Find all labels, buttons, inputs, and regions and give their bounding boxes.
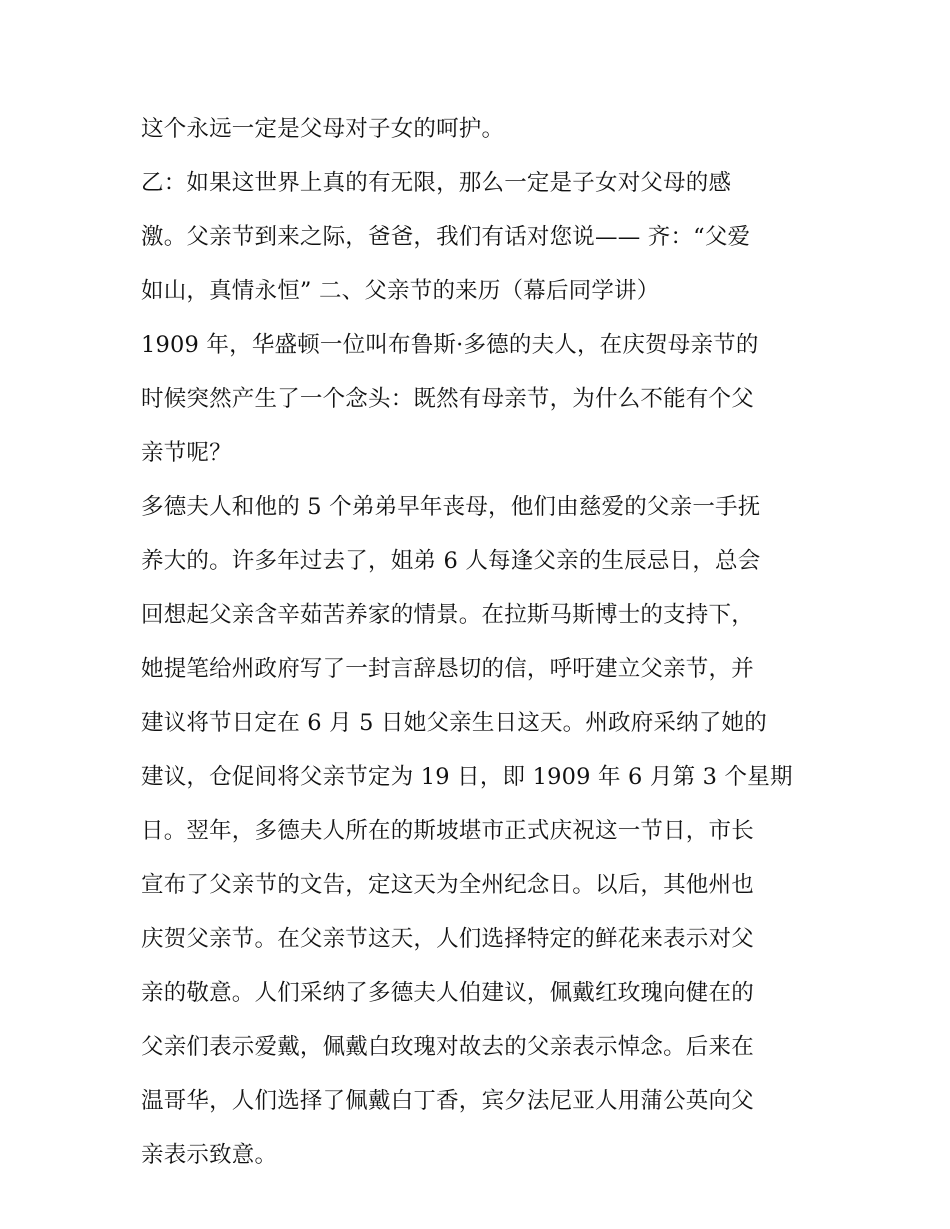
text-line: 激。父亲节到来之际，爸爸，我们有话对您说—— 齐：“父爱 (141, 224, 751, 250)
text-line: 建议，仓促间将父亲节定为 19 日，即 1909 年 6 月第 3 个星期 (141, 764, 793, 790)
text-line: 多德夫人和他的 5 个弟弟早年丧母，他们由慈爱的父亲一手抚 (141, 494, 761, 520)
text-line: 乙：如果这世界上真的有无限，那么一定是子女对父母的感 (141, 170, 732, 196)
text-line: 她提笔给州政府写了一封言辞恳切的信，呼吁建立父亲节，并 (141, 656, 754, 682)
text-line: 回想起父亲含辛茹苦养家的情景。在拉斯马斯博士的支持下， (141, 602, 754, 628)
text-line: 亲节呢？ (141, 440, 232, 466)
text-line: 亲表示致意。 (141, 1142, 278, 1168)
text-line: 日。翌年，多德夫人所在的斯坡堪市正式庆祝这一节日，市长 (141, 818, 754, 844)
text-line: 温哥华，人们选择了佩戴白丁香，宾夕法尼亚人用蒲公英向父 (141, 1088, 754, 1114)
text-line: 建议将节日定在 6 月 5 日她父亲生日这天。州政府采纳了她的 (141, 710, 767, 736)
text-line: 庆贺父亲节。在父亲节这天，人们选择特定的鲜花来表示对父 (141, 926, 754, 952)
text-line: 养大的。许多年过去了，姐弟 6 人每逢父亲的生辰忌日，总会 (141, 548, 761, 574)
text-line: 如山，真情永恒” 二、父亲节的来历（幕后同学讲） (141, 278, 660, 304)
text-line: 亲的敬意。人们采纳了多德夫人伯建议，佩戴红玫瑰向健在的 (141, 980, 754, 1006)
text-line: 时候突然产生了一个念头：既然有母亲节，为什么不能有个父 (141, 386, 754, 412)
text-line: 父亲们表示爱戴，佩戴白玫瑰对故去的父亲表示悼念。后来在 (141, 1034, 754, 1060)
body-text (141, 107, 821, 1187)
text-line: 这个永远一定是父母对子女的呵护。 (141, 116, 505, 142)
text-line: 1909 年，华盛顿一位叫布鲁斯·多德的夫人，在庆贺母亲节的 (141, 332, 759, 358)
text-line: 宣布了父亲节的文告，定这天为全州纪念日。以后，其他州也 (141, 872, 754, 898)
